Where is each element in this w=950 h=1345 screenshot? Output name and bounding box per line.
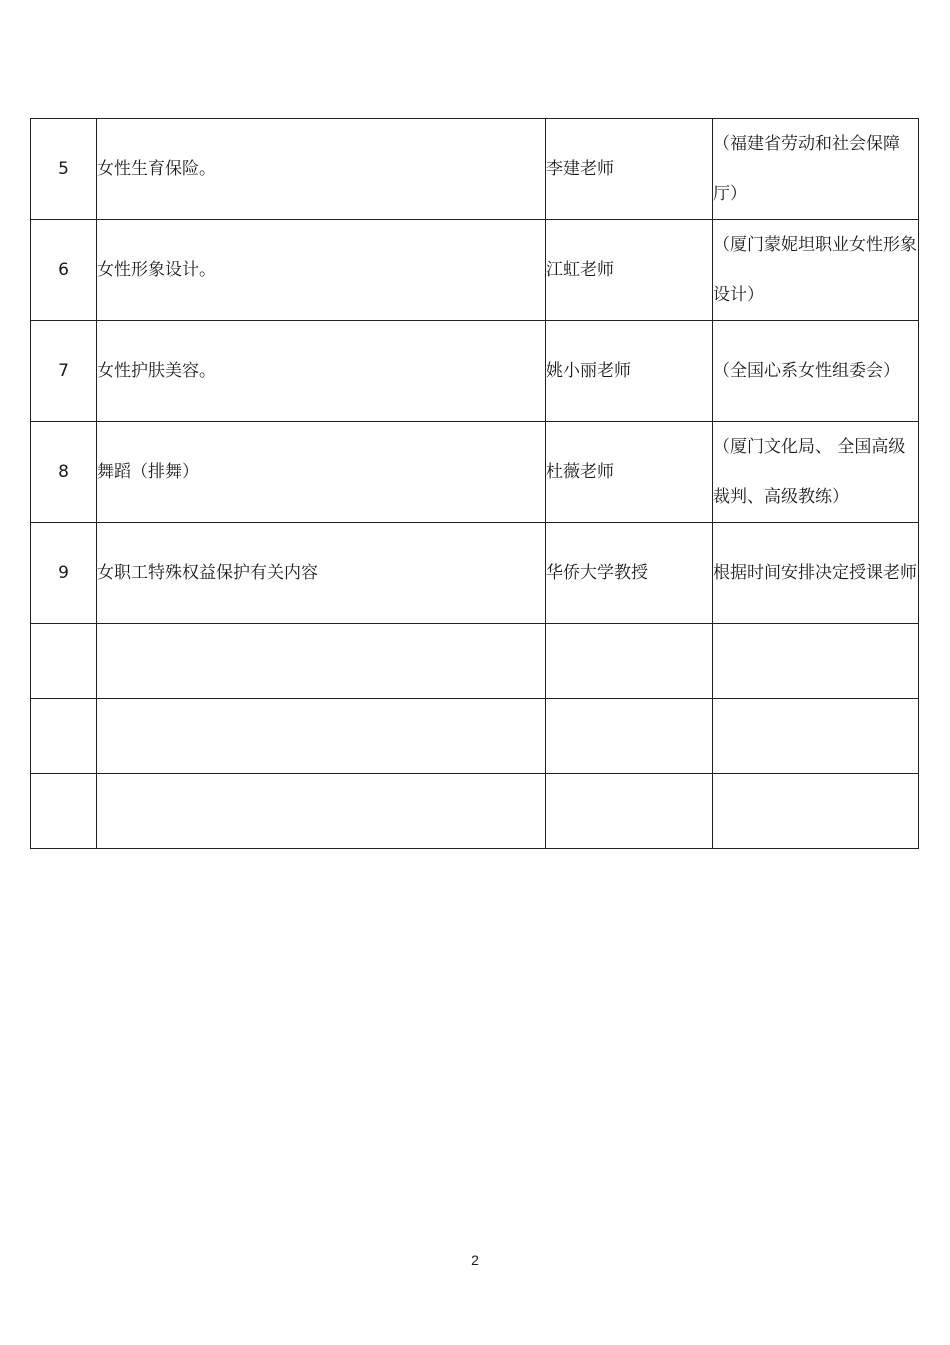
teacher-name: 江虹老师 bbox=[546, 220, 713, 321]
empty-cell bbox=[713, 699, 919, 774]
empty-cell bbox=[546, 624, 713, 699]
empty-cell bbox=[713, 774, 919, 849]
row-number: 9 bbox=[31, 523, 97, 624]
teacher-affiliation: 根据时间安排决定授课老师 bbox=[713, 523, 919, 624]
empty-cell bbox=[97, 624, 546, 699]
teacher-name: 杜薇老师 bbox=[546, 422, 713, 523]
course-topic: 女职工特殊权益保护有关内容 bbox=[97, 523, 546, 624]
empty-cell bbox=[713, 624, 919, 699]
table-row bbox=[31, 523, 919, 624]
teacher-affiliation: （福建省劳动和社会保障厅） bbox=[713, 119, 919, 220]
empty-cell bbox=[97, 774, 546, 849]
course-topic: 女性护肤美容。 bbox=[97, 321, 546, 422]
empty-cell bbox=[31, 699, 97, 774]
row-number: 7 bbox=[31, 321, 97, 422]
empty-cell bbox=[546, 774, 713, 849]
teacher-name: 姚小丽老师 bbox=[546, 321, 713, 422]
empty-table-row bbox=[31, 774, 919, 849]
empty-cell bbox=[97, 699, 546, 774]
empty-cell bbox=[546, 699, 713, 774]
teacher-affiliation: （厦门文化局、 全国高级裁判、高级教练） bbox=[713, 422, 919, 523]
row-number: 8 bbox=[31, 422, 97, 523]
table-row bbox=[31, 422, 919, 523]
course-topic: 女性形象设计。 bbox=[97, 220, 546, 321]
page-number: 2 bbox=[471, 1252, 479, 1268]
course-table bbox=[30, 118, 919, 849]
empty-cell bbox=[31, 774, 97, 849]
row-number: 5 bbox=[31, 119, 97, 220]
empty-table-row bbox=[31, 624, 919, 699]
table-row bbox=[31, 220, 919, 321]
teacher-name: 华侨大学教授 bbox=[546, 523, 713, 624]
table-row bbox=[31, 119, 919, 220]
empty-cell bbox=[31, 624, 97, 699]
course-topic: 舞蹈（排舞） bbox=[97, 422, 546, 523]
table-row bbox=[31, 321, 919, 422]
teacher-affiliation: （厦门蒙妮坦职业女性形象设计） bbox=[713, 220, 919, 321]
empty-table-row bbox=[31, 699, 919, 774]
teacher-name: 李建老师 bbox=[546, 119, 713, 220]
teacher-affiliation: （全国心系女性组委会） bbox=[713, 321, 919, 422]
row-number: 6 bbox=[31, 220, 97, 321]
course-topic: 女性生育保险。 bbox=[97, 119, 546, 220]
